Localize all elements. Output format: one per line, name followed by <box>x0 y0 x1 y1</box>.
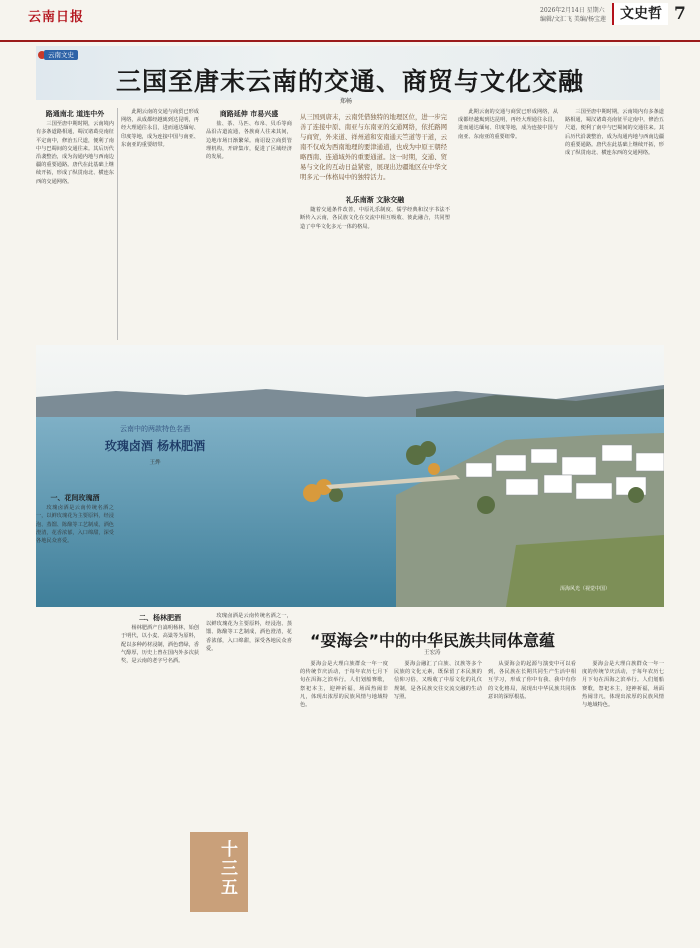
article-column-4: 礼乐南渐 文脉交融 随着交通条件改善，中原礼乐制度、儒学经典和汉字书法不断传入云南，各民族文化在交流中相互吸收、彼此融合，共同塑造了中华文化多元一体的格局。 <box>300 195 450 230</box>
article-column-2: 此期云南的交通与商贸已形成网络，从成都经越嶲到达昆明，再经大理通往永昌，进而通达缅甸、印度等地，成为连接中国与南亚、东南亚的重要纽带。 <box>121 109 199 148</box>
lower-byline: 王宏涛 <box>424 650 441 656</box>
main-headline: 三国至唐末云南的交通、商贸与文化交融 <box>115 67 584 96</box>
wine-kicker: 云南中的两款特色名酒 <box>120 425 190 433</box>
wine-subheading-2: 二、杨林肥酒 <box>139 613 181 622</box>
section-label: 文史哲 <box>612 3 668 25</box>
lower-column-2: 耍海会融汇了白族、汉族等多个民族的文化元素，既保留了本民族的信仰习俗，又吸收了中原文化的礼仪规制，是各民族交往交流交融的生动写照。 <box>394 661 482 700</box>
photo-caption: 洱海风光（视觉中国） <box>560 586 611 592</box>
lower-column-1: 耍海会是大理白族群众一年一度的传统节庆活动，于每年农历七月下旬在洱海之滨举行。人们划船赛歌，祭祀本主，迎神祈福，场面热闹非凡，体现出浓厚的民族风情与地域特色。 <box>300 661 388 709</box>
main-byline: 郑畅 <box>340 98 353 105</box>
article-column-1: 路通南北 道连中外 三国至唐中期时期，云南境内有多条道路相通，蜀汉诸葛亮南征平定南中，修治五尺道，便利了南中与巴蜀间的交通往来。其后历代沿袭整治，成为沟通内地与西南边疆的重要通路。唐代在此基础上继续开拓，形成了纵贯南北、横连东西的交通网络。 <box>36 109 114 185</box>
wine-column-2: 二、杨林肥酒 杨林肥酒产自嵩明杨林，始创于明代，以小麦、高粱等为原料，配以多种药材浸制，酒色碧绿，香气醇厚，历史上曾在国内外多次获奖，是云南的老字号名酒。 <box>121 613 199 665</box>
lake-photo <box>36 345 664 607</box>
column-tag: 云南文史 <box>44 50 78 60</box>
article-column-5: 此期云南的交通与商贸已形成网络，从成都经越嶲到达昆明，再经大理通往永昌，进而通达缅甸、印度等地，成为连接中国与南亚、东南亚的重要纽带。 <box>458 109 558 140</box>
subheading-1: 路通南北 道连中外 <box>45 109 105 118</box>
wine-byline: 王烨 <box>149 460 161 466</box>
lower-column-4: 耍海会是大理白族群众一年一度的传统节庆活动，于每年农历七月下旬在洱海之滨举行。人们划船赛歌，祭祀本主，迎神祈福，场面热闹非凡，体现出浓厚的民族风情与地域特色。 <box>582 661 664 709</box>
wine-article-header <box>80 424 230 466</box>
column-divider <box>117 108 118 340</box>
article-column-3: 商路延伸 市易兴盛 盐、茶、马匹、布帛、贝币等商品沿古道流通，各族商人往来其间，边地市场日渐繁荣。南诏设立商贸管理机构，开辟集市，促进了区域经济的发展。 <box>206 109 292 161</box>
stamp-text: 十三五 <box>217 840 237 897</box>
wine-title: 玫瑰卤酒 杨林肥酒 <box>104 439 206 453</box>
subheading-3: 礼乐南渐 文脉交融 <box>345 195 405 204</box>
page-number: 7 <box>674 4 686 24</box>
newspaper-logo: 云南日报 <box>28 10 85 25</box>
wine-subheading-1: 一、花间玫瑰酒 <box>50 493 100 502</box>
issue-date: 2026年2月14日 星期六 编辑/文汇飞 美编/杨宝莲 <box>540 7 606 23</box>
wine-column-1: 一、花间玫瑰酒 玫瑰卤酒是云南传统名酒之一，以鲜玫瑰花为主要原料，经浸泡、蒸馏、陈酿等工艺制成，酒色澄清，花香浓郁，入口绵甜，深受各地民众喜爱。 <box>36 493 114 545</box>
article-column-6: 三国至唐中期时期，云南境内有多条道路相通，蜀汉诸葛亮南征平定南中，修治五尺道，便利了南中与巴蜀间的交通往来。其后历代沿袭整治，成为沟通内地与西南边疆的重要通路。唐代在此基础上继续开拓，形成了纵贯南北、横连东西的交通网络。 <box>565 109 664 157</box>
article-lead: 从三国到唐末，云南凭借独特的地理区位，进一步完善了连接中原、南亚与东南亚的交通网络，依托路网与商贸，外来道、祥州道和安南通天竺道等干道，云南不仅成为西南地理的要津通道，也成为中原王朝经略西南、连通域外的重要通道。这一时期，交通、贸易与文化的互动日益紧密，展现出边疆地区在中华文明多元一体格局中的独特活力。 <box>300 113 447 181</box>
lower-headline: “耍海会”中的中华民族共同体意蕴 <box>310 631 556 650</box>
lower-column-3: 从耍海会的起源与演变中可以看到，各民族在长期共同生产生活中相互学习，形成了你中有我、我中有你的文化格局，展现出中华民族共同体意识的深厚根基。 <box>488 661 576 700</box>
subheading-2: 商路延伸 市易兴盛 <box>219 109 279 118</box>
wine-column-3: 玫瑰卤酒是云南传统名酒之一，以鲜玫瑰花为主要原料，经浸泡、蒸馏、陈酿等工艺制成，酒色澄清，花香浓郁，入口绵甜，深受各地民众喜爱。 <box>206 613 292 652</box>
